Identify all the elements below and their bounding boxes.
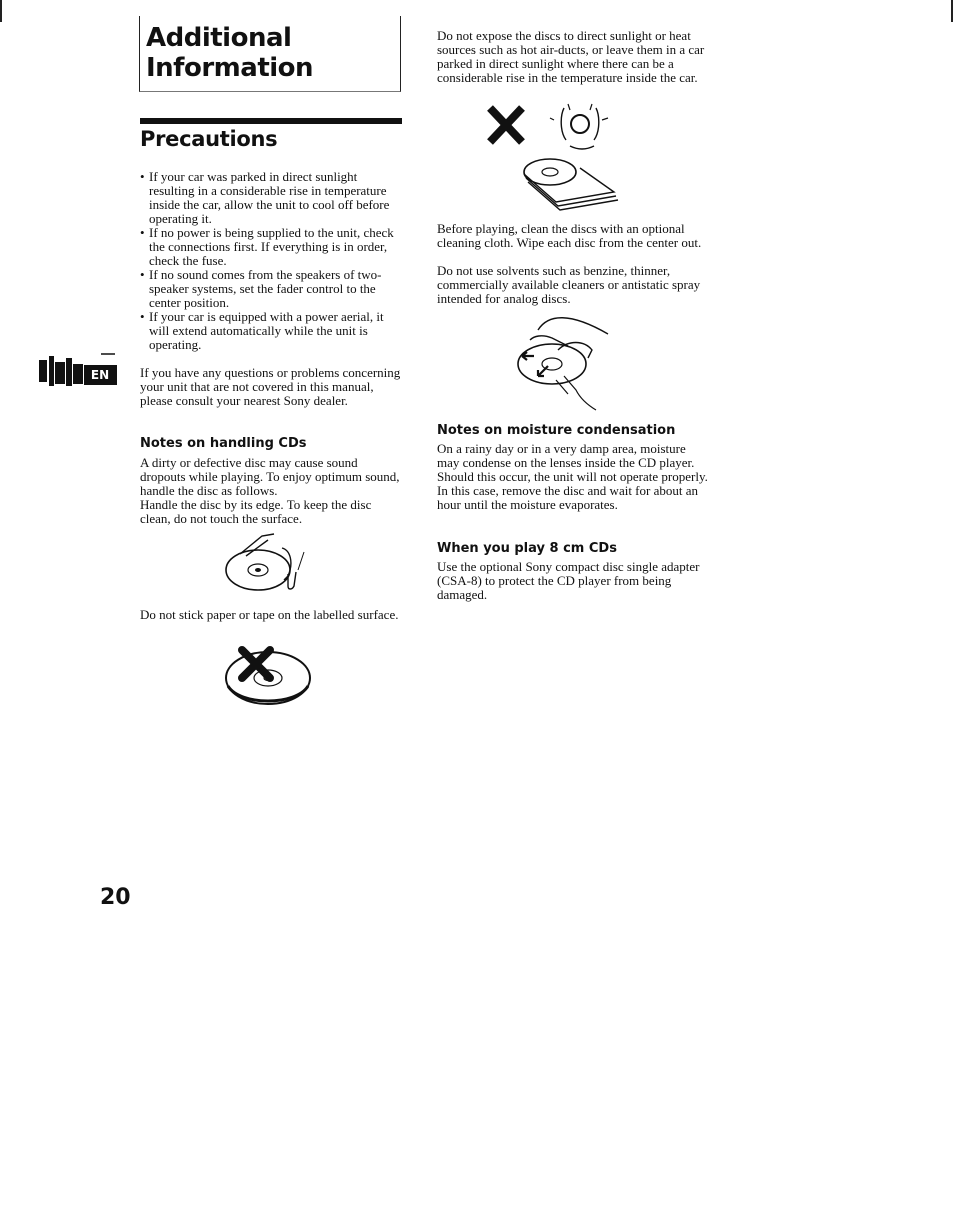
cd8-heading: When you play 8 cm CDs [437, 541, 617, 556]
list-item: • If your car is equipped with a power aerial, it will extend automatically while the unit is operating. [140, 310, 402, 352]
sunlight-paragraph: Do not expose the discs to direct sunlight or heat sources such as hot air-ducts, or leave them in a car parked in direct sunlight where there can be a considerable rise in the temperature inside the car. [437, 28, 705, 85]
handling-paragraph-1: A dirty or defective disc may cause sound dropouts while playing. To enjoy optimum sound, handle the disc as follows. [140, 455, 400, 498]
moisture-paragraph: On a rainy day or in a very damp area, moisture may condense on the lenses inside the CD player. Should this occur, the unit will not operate properly. In this case, remove the disc and wait for about an hour until the moisture evaporates. [437, 441, 708, 512]
handling-paragraph-3: Do not stick paper or tape on the labelled surface. [140, 607, 399, 622]
left-margin-mark [0, 0, 2, 22]
handling-heading: Notes on handling CDs [140, 436, 307, 451]
section-title [146, 23, 313, 83]
wipe-disc-illustration [508, 310, 612, 414]
solvent-paragraph: Do not use solvents such as benzine, thinner, commercially available cleaners or antistatic spray intended for analog discs. [437, 263, 701, 306]
moisture-heading: Notes on moisture condensation [437, 423, 676, 438]
no-tape-disc-illustration [222, 642, 314, 708]
section-title-line1: Additional [146, 23, 292, 53]
page-heading: Precautions [140, 127, 278, 151]
no-sunlight-illustration [484, 102, 624, 214]
clean-paragraph: Before playing, clean the discs with an optional cleaning cloth. Wipe each disc from the center out. [437, 221, 702, 250]
precautions-list [140, 170, 402, 352]
page-number: 20 [100, 885, 131, 910]
disc-handling-illustration [222, 530, 306, 594]
section-title-line2: Information [146, 53, 314, 83]
list-item: • If your car was parked in direct sunlight resulting in a considerable rise in temperature inside the car, allow the unit to cool off before operating it. [140, 170, 402, 226]
right-margin-mark [951, 0, 953, 22]
cd8-paragraph: Use the optional Sony compact disc single adapter (CSA-8) to protect the CD player from being damaged. [437, 559, 700, 602]
list-item: • If no power is being supplied to the unit, check the connections first. If everything is in order, check the fuse. [140, 226, 402, 268]
list-item: • If no sound comes from the speakers of two-speaker systems, set the fader control to the center position. [140, 268, 402, 310]
questions-paragraph: If you have any questions or problems concerning your unit that are not covered in this manual, please consult your nearest Sony dealer. [140, 365, 401, 408]
handling-paragraph-2: Handle the disc by its edge. To keep the disc clean, do not touch the surface. [140, 497, 372, 526]
language-tab-label: EN [90, 368, 110, 382]
